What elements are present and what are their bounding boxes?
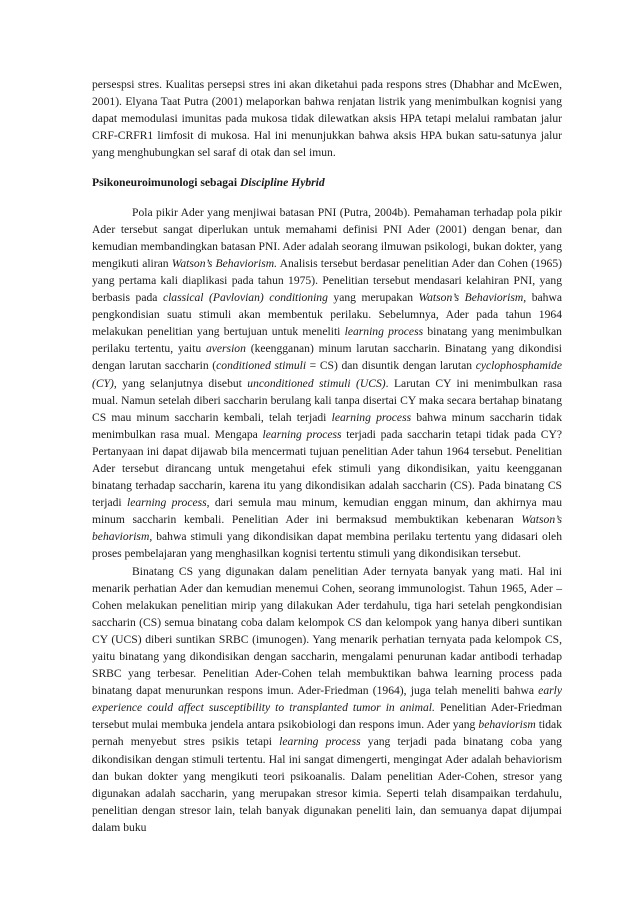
italic-run: cyclophosphamide (CY), bbox=[92, 359, 563, 390]
text-run: Pola pikir Ader yang menjiwai batasan PNI (Putra, 2004b). Pemahaman terhadap pola pikir Ader tersebut sangat diperlukan untuk memahami definisi PNI Ader (2001) dengan benar, dan kemudian membandingkan batasan PNI. Ader adalah seorang ilmuwan psikologi, bukan dokter, yang mengikuti aliran bbox=[92, 205, 562, 270]
italic-run: classical (Pavlovian) conditioning bbox=[162, 291, 328, 305]
italic-run: conditioned stimuli bbox=[216, 359, 307, 373]
text-run: , dari semula mau minum, kemudian enggan minum, dan akhirnya mau minum saccharin kembali. Penelitian Ader ini bermaksud membuktikan kebenaran bbox=[92, 496, 562, 527]
text-run: yang selanjutnya disebut bbox=[116, 376, 248, 390]
text-run: terjadi pada saccharin tetapi tidak pada CY? Pertanyaan ini dapat dijawab bila mencermati tujuan penelitian Ader tahun 1964 tersebut. Penelitian Ader tersebut dirancang untuk mengetahui efek stimuli yang dikondisikan, yaitu keengganan binatang terhadap saccharin, karena itu yang dikondisikan adalah saccharin (CS). Pada binatang CS terjadi bbox=[92, 427, 562, 510]
text-run: persespsi stres. Kualitas persepsi stres ini akan diketahui pada respons stres (Dhabhar and McEwen, 2001). Elyana Taat Putra (2001) melaporkan bahwa renjatan listrik yang menimbulkan kognisi yang dapat memodulasi imunitas pada mukosa tidak dilewatkan aksis HPA tetapi melalui rambatan jalur CRF-CRFR1 limfosit di mukosa. Hal ini menunjukkan bahwa aksis HPA bukan satu-satunya jalur yang menghubungkan sel saraf di otak dan sel imun. bbox=[92, 78, 562, 160]
section-heading-italic: Discipline Hybrid bbox=[239, 176, 325, 190]
document-page bbox=[92, 76, 562, 836]
text-run: tidak pernah menyebut stres psikis tetapi bbox=[92, 718, 562, 749]
text-run: . Larutan CY ini menimbulkan rasa mual. Namun setelah diberi saccharin berulang kali tanpa disertai CY maka secara bertahap binatang CS mau minum saccharin kembali, telah terjadi bbox=[92, 376, 563, 424]
paragraph-3 bbox=[92, 563, 562, 837]
text-run: bahwa pengkondisian suatu stimuli akan membentuk perilaku. Sebelumnya, Ader pada tahun 1964 melakukan penelitian yang bertujuan untuk meneliti bbox=[92, 291, 562, 339]
italic-run: behaviorism bbox=[478, 718, 536, 732]
italic-run: Watson’s Behaviorism, bbox=[418, 291, 527, 305]
italic-run: early experience could affect susceptibility to transplanted tumor in animal. bbox=[92, 684, 562, 715]
italic-run: learning process bbox=[279, 735, 361, 749]
italic-run: Watson’s Behaviorism. bbox=[171, 256, 278, 270]
text-run: (keengganan) minum larutan saccharin. Binatang yang dikondisi dengan larutan saccharin ( bbox=[92, 342, 563, 373]
text-run: , bahwa stimuli yang dikondisikan dapat membina perilaku tertentu yang didasari oleh proses pembelajaran yang menghasilkan kognisi tertentu stimuli yang dikondisikan tersebut. bbox=[92, 530, 562, 561]
text-run: yang merupakan bbox=[327, 291, 419, 305]
italic-run: learning process bbox=[262, 427, 342, 441]
italic-run: learning process bbox=[331, 410, 412, 424]
text-run: Analisis tersebut berdasar penelitian Ader dan Cohen (1965) yang pertama kali diaplikasi pada tahun 1975). Penelitian tersebut mendasari kelahiran PNI, yang berbasis pada bbox=[92, 256, 562, 305]
italic-run: unconditioned stimuli (UCS) bbox=[247, 376, 386, 390]
italic-run: learning process bbox=[344, 325, 424, 339]
italic-run: Watson’s behaviorism bbox=[92, 513, 562, 544]
text-run: Binatang CS yang digunakan dalam penelitian Ader ternyata banyak yang mati. Hal ini menarik perhatian Ader dan kemudian menemui Cohen, seorang immunologist. Tahun 1965, Ader – Cohen melakukan penelitian mirip yang dilakukan Ader terdahulu, tiga hari setelah pengkondisian saccharin (CS) semua binatang coba dalam kelompok CS dan kelompok yang hanya diberi suntikan CY (UCS) diberi suntikan SRBC (imunogen). Yang menarik perhatian ternyata pada kelompok CS, yaitu binatang yang dikondisikan dengan saccharin, mengalami penurunan kadar antibodi terhadap SRBC yang terbesar. Penelitian Ader-Cohen telah membuktikan bahwa learning process pada binatang dapat menurunkan respons imun. Ader-Friedman (1964), juga telah meneliti bahwa bbox=[92, 564, 562, 698]
text-run: binatang yang menimbulkan perilaku tertentu, yaitu bbox=[92, 325, 562, 356]
section-heading-plain: Psikoneuroimunologi sebagai bbox=[92, 176, 240, 190]
text-run: yang terjadi pada binatang coba yang dikondisikan dengan stimuli tertentu. Hal ini sangat dimengerti, mengingat Ader adalah behaviorism dan bukan dokter yang mengikuti teori psikoanalis. Dalam penelitian Ader-Cohen, stresor yang digunakan adalah saccharin, yang merupakan stresor kimia. Seperti telah disampaikan terdahulu, penelitian dengan stresor lain, telah banyak digunakan peneliti lain, dan semuanya dapat dijumpai dalam buku bbox=[92, 735, 562, 834]
text-run: Penelitian Ader-Friedman tersebut mulai membuka jendela antara psikobiologi dan respons imun. Ader yang bbox=[92, 701, 563, 732]
paragraph-1 bbox=[92, 76, 562, 161]
text-run: = CS) dan disuntik dengan larutan bbox=[306, 359, 476, 373]
section-heading bbox=[92, 174, 562, 191]
text-run: bahwa minum saccharin tidak menimbulkan rasa mual. Mengapa bbox=[92, 410, 562, 441]
italic-run: aversion bbox=[205, 342, 246, 356]
paragraph-2 bbox=[92, 204, 562, 563]
italic-run: learning process bbox=[126, 496, 207, 510]
